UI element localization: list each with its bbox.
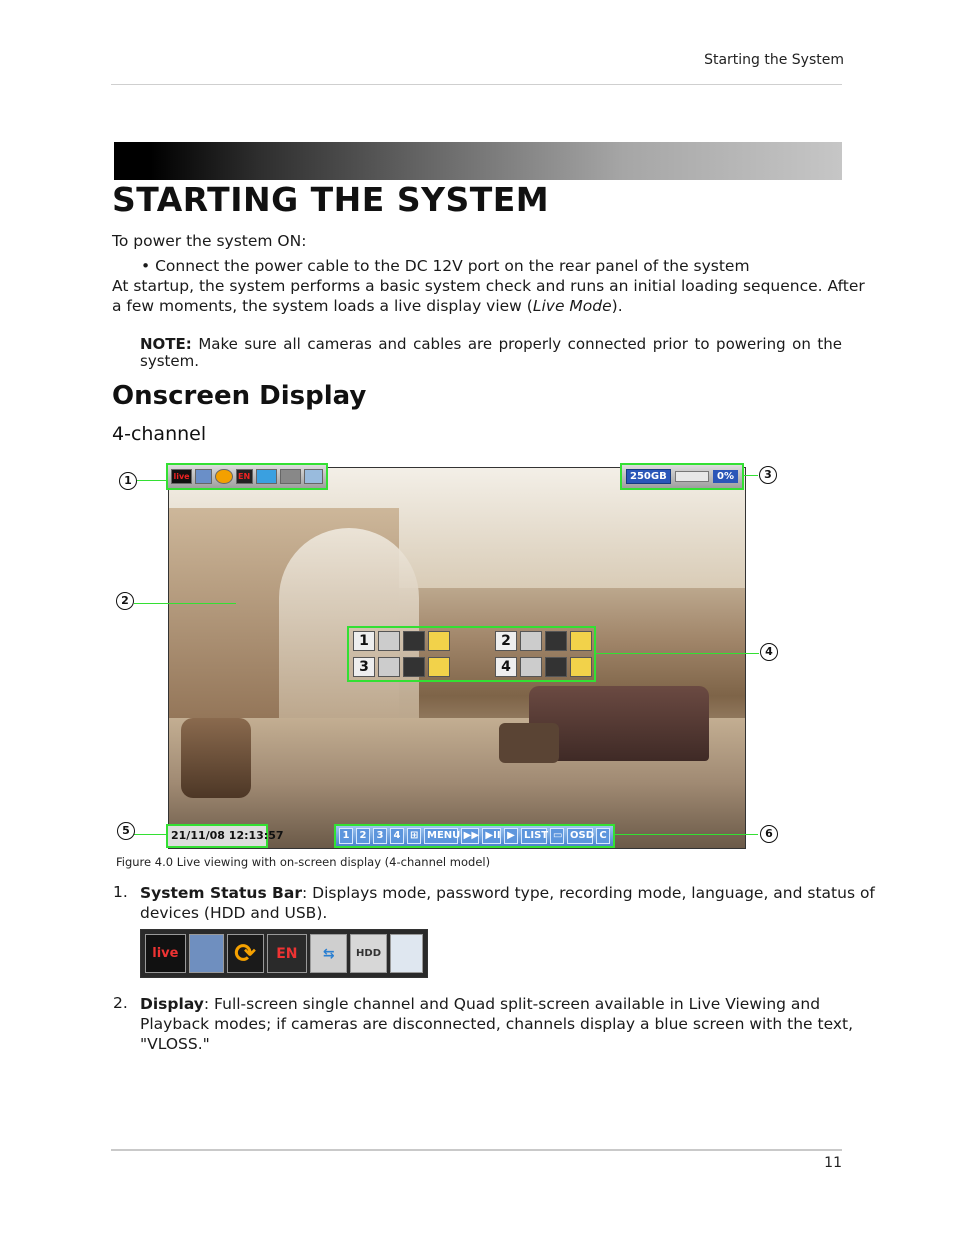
live-mode-term: Live Mode — [532, 297, 612, 315]
view-channel-4-button[interactable]: 4 — [390, 828, 404, 844]
room-staircase — [279, 528, 419, 718]
leader-6 — [615, 834, 758, 835]
list-item-1-line1 — [140, 883, 875, 903]
leader-5 — [134, 834, 166, 835]
star-icon — [428, 631, 450, 651]
record-mode-icon — [215, 469, 232, 484]
camera-icon — [520, 657, 542, 677]
bullet-item: • Connect the power cable to the DC 12V port on the rear panel of the system — [141, 257, 750, 275]
list-item-2-line3: "VLOSS." — [140, 1035, 210, 1053]
leader-2 — [134, 603, 236, 604]
fast-forward-button[interactable]: ▶▶ — [461, 828, 480, 844]
hdd-icon: HDD — [350, 934, 387, 973]
startup-paragraph-line1: At startup, the system performs a basic system check and runs an initial loading sequence. After — [112, 277, 865, 295]
header-rule — [111, 84, 842, 85]
record-icon — [545, 631, 567, 651]
channel-number: 4 — [495, 657, 517, 677]
list-number: 1. — [113, 883, 128, 901]
channel-number: 1 — [353, 631, 375, 651]
password-icon — [195, 469, 212, 484]
usb-icon — [256, 469, 277, 484]
play-pause-button[interactable]: ▶II — [482, 828, 501, 844]
list-item-2-line2: Playback modes; if cameras are disconnected, channels display a blue screen with the text, — [140, 1015, 854, 1033]
en-language-icon: EN — [267, 934, 308, 973]
network-icon — [304, 469, 323, 484]
record-icon — [403, 631, 425, 651]
status-bar-closeup — [140, 929, 428, 978]
leader-4 — [596, 653, 759, 654]
page-number: 11 — [824, 1155, 842, 1171]
section-title: Onscreen Display — [112, 381, 367, 411]
view-channel-2-button[interactable]: 2 — [356, 828, 370, 844]
hdd-icon — [280, 469, 301, 484]
pip-button[interactable]: ▭ — [550, 828, 564, 844]
list-item-1-line2: devices (HDD and USB). — [140, 904, 328, 922]
record-icon — [545, 657, 567, 677]
record-mode-icon: ⟳ — [227, 934, 264, 973]
live-icon: live — [145, 934, 186, 973]
note-text: Make sure all cameras and cables are properly connected prior to powering on the system. — [140, 335, 842, 370]
star-icon — [570, 657, 592, 677]
list-term: System Status Bar — [140, 884, 302, 902]
play-button[interactable]: ▶ — [504, 828, 518, 844]
startup-paragraph-line2 — [112, 296, 623, 316]
hdd-size-label: 250GB — [626, 469, 671, 484]
hdd-percent-label: 0% — [713, 470, 738, 483]
leader-1 — [137, 480, 167, 481]
running-header: Starting the System — [704, 52, 844, 68]
channel-4-status — [495, 657, 592, 677]
intro-text: To power the system ON: — [112, 232, 307, 250]
room-chair — [181, 718, 251, 798]
room-table — [499, 723, 559, 763]
osd-hdd-status — [620, 463, 744, 490]
live-icon: live — [171, 469, 192, 484]
star-icon — [570, 631, 592, 651]
en-language-icon: EN — [236, 469, 253, 484]
usb-icon: ⇆ — [310, 934, 347, 973]
channel-1-status — [353, 631, 450, 651]
osd-date-time: 21/11/08 12:13:57 — [166, 824, 268, 848]
osd-toggle-button[interactable]: OSD — [567, 828, 593, 844]
menu-button[interactable]: MENU — [424, 828, 458, 844]
list-term: Display — [140, 995, 204, 1013]
channel-3-status — [353, 657, 450, 677]
list-number: 2. — [113, 994, 128, 1012]
subsection-title: 4-channel — [112, 423, 207, 445]
network-icon — [390, 934, 423, 973]
camera-icon — [378, 631, 400, 651]
osd-channel-status — [347, 626, 596, 682]
sequence-button[interactable]: C — [596, 828, 610, 844]
list-text: : Displays mode, password type, recording mode, language, and status of — [301, 884, 875, 902]
leader-3 — [744, 475, 758, 476]
channel-number: 3 — [353, 657, 375, 677]
record-icon — [403, 657, 425, 677]
osd-menu-bar — [334, 824, 615, 848]
figure-caption: Figure 4.0 Live viewing with on-screen display (4-channel model) — [116, 855, 491, 869]
camera-icon — [378, 657, 400, 677]
list-item-2-line1 — [140, 994, 820, 1014]
camera-icon — [520, 631, 542, 651]
note-block — [140, 336, 842, 370]
channel-number: 2 — [495, 631, 517, 651]
startup-text-a: a few moments, the system loads a live display view ( — [112, 297, 533, 315]
title-banner — [114, 142, 842, 180]
list-text: : Full-screen single channel and Quad split-screen available in Live Viewing and — [203, 995, 821, 1013]
callout-2: 2 — [116, 592, 134, 610]
footer-rule — [111, 1149, 842, 1151]
callout-6: 6 — [760, 825, 778, 843]
callout-5: 5 — [117, 822, 135, 840]
channel-2-status — [495, 631, 592, 651]
page-title: STARTING THE SYSTEM — [112, 180, 550, 219]
list-button[interactable]: LIST — [521, 828, 547, 844]
view-channel-1-button[interactable]: 1 — [339, 828, 353, 844]
callout-4: 4 — [760, 643, 778, 661]
hdd-usage-bar — [675, 471, 709, 482]
callout-1: 1 — [119, 472, 137, 490]
callout-3: 3 — [759, 466, 777, 484]
password-icon — [189, 934, 224, 973]
startup-text-b: ). — [611, 297, 623, 315]
quad-view-button[interactable]: ⊞ — [407, 828, 421, 844]
osd-status-bar — [166, 463, 328, 490]
star-icon — [428, 657, 450, 677]
note-label: NOTE: — [140, 335, 192, 353]
view-channel-3-button[interactable]: 3 — [373, 828, 387, 844]
